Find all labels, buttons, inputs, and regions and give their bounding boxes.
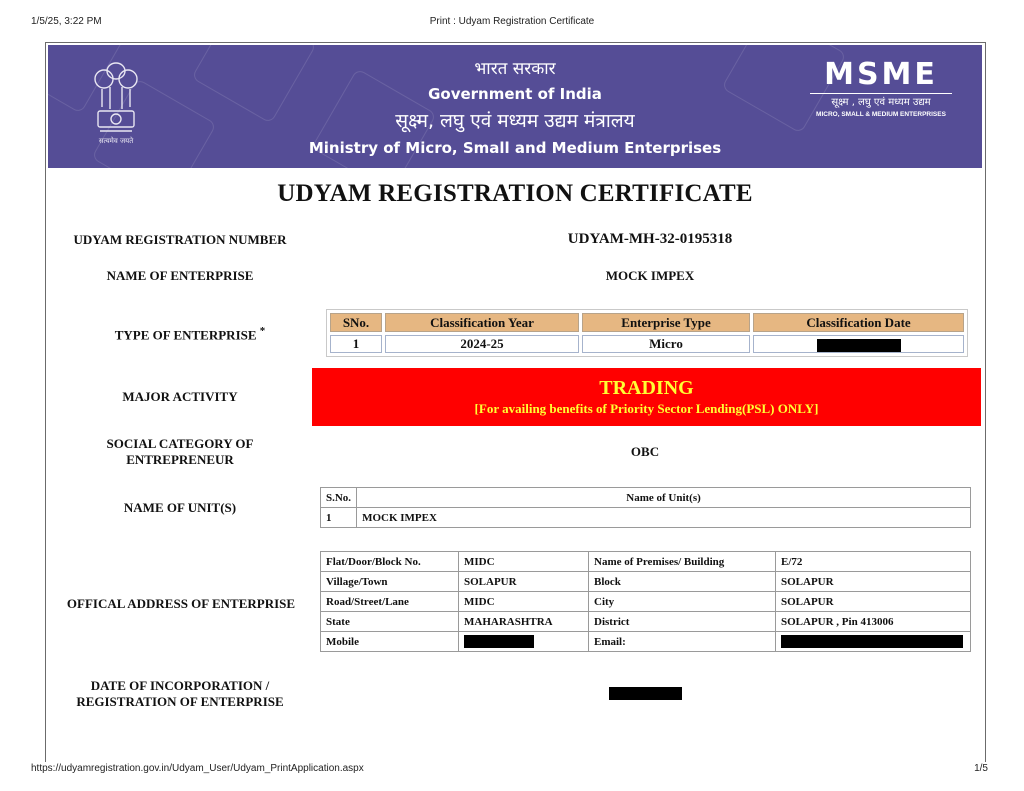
table-row: [321, 552, 971, 572]
cell-key: Name of Premises/ Building: [589, 552, 776, 572]
col-classification-year: Classification Year: [385, 313, 579, 332]
print-datetime: 1/5/25, 3:22 PM: [31, 16, 102, 27]
incorporation-date-label: [60, 678, 300, 710]
cell-key: Email:: [589, 632, 776, 652]
cell-key: Flat/Door/Block No.: [321, 552, 459, 572]
social-category-value: OBC: [630, 444, 660, 459]
cell-value: SOLAPUR , Pin 413006: [776, 612, 971, 632]
classification-table: [326, 309, 968, 357]
cell-year: 2024-25: [385, 335, 579, 353]
cell-key: District: [589, 612, 776, 632]
units-table: [320, 487, 971, 528]
svg-text:सत्यमेव जयते: सत्यमेव जयते: [98, 137, 134, 145]
banner-hindi-government: भारत सरकार: [474, 59, 556, 79]
cell-value: [459, 632, 589, 652]
social-category-label-line1: SOCIAL CATEGORY OF: [106, 436, 254, 451]
col-enterprise-type: Enterprise Type: [582, 313, 750, 332]
col-classification-date: Classification Date: [753, 313, 964, 332]
cell-unit-name: MOCK IMPEX: [357, 508, 971, 528]
cell-value: [776, 632, 971, 652]
government-banner: [48, 45, 982, 168]
certificate-title: UDYAM REGISTRATION CERTIFICATE: [277, 180, 753, 207]
cell-key: Mobile: [321, 632, 459, 652]
col-sno: SNo.: [330, 313, 382, 332]
msme-logo-english: MICRO, SMALL & MEDIUM ENTERPRISES: [816, 111, 946, 118]
incorporation-label-line2: REGISTRATION OF ENTERPRISE: [76, 694, 284, 709]
cell-sno: 1: [330, 335, 382, 353]
major-activity-label: MAJOR ACTIVITY: [122, 389, 238, 404]
major-activity-value: TRADING: [599, 377, 694, 399]
registration-number-label: UDYAM REGISTRATION NUMBER: [73, 232, 287, 247]
print-footer-url: https://udyamregistration.gov.in/Udyam_User/Udyam_PrintApplication.aspx: [31, 763, 364, 774]
cell-key: City: [589, 592, 776, 612]
enterprise-type-label-text: TYPE OF ENTERPRISE: [114, 327, 257, 343]
cell-type: Micro: [582, 335, 750, 353]
units-header-row: [321, 488, 971, 508]
cell-value: SOLAPUR: [776, 592, 971, 612]
table-row: [330, 335, 964, 353]
units-label: NAME OF UNIT(S): [123, 500, 237, 515]
cell-key: State: [321, 612, 459, 632]
cell-key: Block: [589, 572, 776, 592]
cell-key: Village/Town: [321, 572, 459, 592]
cell-value: MAHARASHTRA: [459, 612, 589, 632]
cell-date: [753, 335, 964, 353]
major-activity-note: [For availing benefits of Priority Sector Lending(PSL) ONLY]: [474, 401, 819, 416]
banner-hindi-ministry: सूक्ष्म, लघु एवं मध्यम उद्यम मंत्रालय: [395, 110, 635, 132]
banner-ministry-name: Ministry of Micro, Small and Medium Enterprises: [308, 139, 722, 157]
table-row: [321, 592, 971, 612]
redacted-classification-date: [817, 339, 901, 352]
enterprise-name-label: NAME OF ENTERPRISE: [106, 268, 254, 283]
incorporation-label-line1: DATE OF INCORPORATION /: [90, 678, 270, 693]
major-activity-banner: [312, 368, 981, 426]
msme-logo-hindi: सूक्ष्म , लघु एवं मध्यम उद्यम: [831, 97, 931, 108]
col-sno: S.No.: [321, 488, 357, 508]
social-category-label-line2: ENTREPRENEUR: [126, 452, 234, 467]
banner-government-of-india: Government of India: [428, 85, 602, 103]
cell-value: E/72: [776, 552, 971, 572]
col-unit-name: Name of Unit(s): [357, 488, 971, 508]
cell-value: MIDC: [459, 552, 589, 572]
table-row: [321, 508, 971, 528]
cell-sno: 1: [321, 508, 357, 528]
cell-value: SOLAPUR: [459, 572, 589, 592]
cell-value: MIDC: [459, 592, 589, 612]
address-label: OFFICAL ADDRESS OF ENTERPRISE: [66, 596, 296, 611]
table-row: [321, 612, 971, 632]
cell-value: SOLAPUR: [776, 572, 971, 592]
enterprise-type-label: [60, 323, 320, 343]
cell-key: Road/Street/Lane: [321, 592, 459, 612]
required-marker: *: [259, 325, 266, 337]
redacted-incorporation-date: [609, 687, 682, 700]
classification-header-row: [330, 313, 964, 332]
msme-logo: [810, 59, 952, 120]
table-row: [321, 572, 971, 592]
print-page-title: Print : Udyam Registration Certificate: [429, 16, 595, 27]
social-category-label: [60, 436, 300, 468]
registration-number-value: UDYAM-MH-32-0195318: [567, 231, 733, 247]
msme-logo-word: MSME: [810, 59, 952, 94]
redacted-email: [781, 635, 963, 648]
address-table: [320, 551, 971, 652]
table-row: [321, 632, 971, 652]
enterprise-name-value: MOCK IMPEX: [605, 268, 695, 283]
print-page-number: 1/5: [974, 763, 988, 774]
redacted-mobile: [464, 635, 534, 648]
